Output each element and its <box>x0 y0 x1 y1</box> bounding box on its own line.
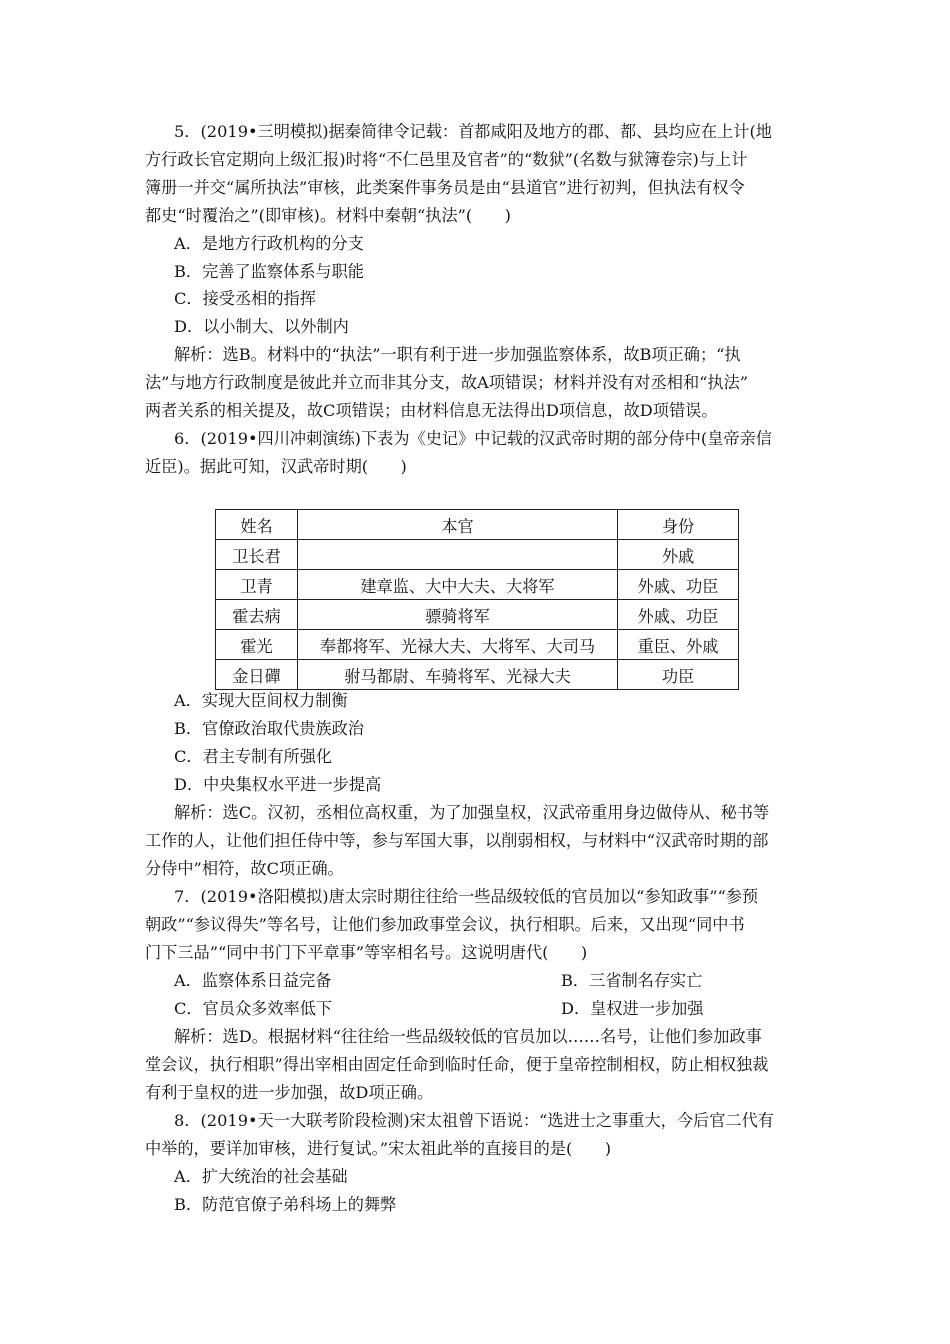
q5-analysis-line: 法”与地方行政制度是彼此并立而非其分支，故A项错误；材料并没有对丞相和“执法” <box>145 373 749 392</box>
q7-analysis-line: 解析：选D。根据材料“往往给一些品级较低的官员加以……名号，让他们参加政事 <box>174 1027 762 1046</box>
q5-option-b: B．完善了监察体系与职能 <box>174 262 364 281</box>
q5-stem-line: 方行政长官定期向上级汇报)时将“不仁邑里及官者”的“数狱”(名数与狱簿卷宗)与上计 <box>145 150 748 169</box>
q7-stem-line: 门下三品”“同中书门下平章事”等宰相名号。这说明唐代( ) <box>145 943 588 962</box>
table-cell: 建章监、大中大夫、大将军 <box>298 570 618 600</box>
table-cell: 霍光 <box>216 630 298 660</box>
q6-analysis-line: 解析：选C。汉初，丞相位高权重，为了加强皇权，汉武帝重用身边做侍从、秘书等 <box>174 803 770 822</box>
q8-option-a: A．扩大统治的社会基础 <box>174 1167 348 1186</box>
table-header-cell: 身份 <box>618 510 739 540</box>
table-cell: 卫长君 <box>216 540 298 570</box>
q5-option-a: A．是地方行政机构的分支 <box>174 234 364 253</box>
q7-analysis-line: 堂会议，执行相职”得出宰相由固定任命到临时任命，便于皇帝控制相权，防止相权独裁 <box>145 1055 769 1074</box>
table-cell: 霍去病 <box>216 600 298 630</box>
q7-option-d: D．皇权进一步加强 <box>561 999 704 1018</box>
q5-stem-line: 5．(2019•三明模拟)据秦简律令记载：首都咸阳及地方的郡、都、县均应在上计(地 <box>174 122 772 141</box>
table-cell: 重臣、外戚 <box>618 630 739 660</box>
table-cell: 外戚、功臣 <box>618 600 739 630</box>
q7-option-c: C．官员众多效率低下 <box>174 999 333 1018</box>
q6-analysis-line: 分侍中”相符，故C项正确。 <box>145 859 344 878</box>
table-row <box>216 660 739 690</box>
q7-analysis-line: 有利于皇权的进一步加强，故D项正确。 <box>145 1083 434 1102</box>
q5-option-d: D．以小制大、以外制内 <box>174 317 349 336</box>
q7-stem-line: 7．(2019•洛阳模拟)唐太宗时期往往给一些品级较低的官员加以“参知政事”“参预 <box>174 887 759 906</box>
q7-stem-line: 朝政”“参议得失”等名号，让他们参加政事堂会议，执行相职。后来，又出现“同中书 <box>145 915 745 934</box>
table-cell: 奉都将军、光禄大夫、大将军、大司马 <box>298 630 618 660</box>
q5-stem-line: 簿册一并交“属所执法”审核，此类案件事务员是由“县道官”进行初判，但执法有权令 <box>145 178 745 197</box>
q5-analysis-line: 两者关系的相关提及，故C项错误；由材料信息无法得出D项信息，故D项错误。 <box>145 401 718 420</box>
table-header-cell: 姓名 <box>216 510 298 540</box>
q7-option-a: A．监察体系日益完备 <box>174 971 332 990</box>
q6-stem-line: 6．(2019•四川冲刺演练)下表为《史记》中记载的汉武帝时期的部分侍中(皇帝亲信 <box>174 429 772 448</box>
table-header-row <box>216 510 739 540</box>
q8-stem-line: 中举的，要详加审核，进行复试。”宋太祖此举的直接目的是( ) <box>145 1139 612 1158</box>
q7-option-b: B．三省制名存实亡 <box>561 971 703 990</box>
table-header-cell: 本官 <box>298 510 618 540</box>
table-row <box>216 570 739 600</box>
table-cell <box>298 540 618 570</box>
table-cell: 金日磾 <box>216 660 298 690</box>
table-cell: 卫青 <box>216 570 298 600</box>
q5-option-c: C．接受丞相的指挥 <box>174 289 316 308</box>
table-cell: 骠骑将军 <box>298 600 618 630</box>
q6-option-b: B．官僚政治取代贵族政治 <box>174 719 364 738</box>
table-cell: 功臣 <box>618 660 739 690</box>
q5-analysis-line: 解析：选B。材料中的“执法”一职有利于进一步加强监察体系，故B项正确；“执 <box>174 345 741 364</box>
table-cell: 外戚 <box>618 540 739 570</box>
q8-option-b: B．防范官僚子弟科场上的舞弊 <box>174 1195 397 1214</box>
table-row <box>216 540 739 570</box>
table-cell: 驸马都尉、车骑将军、光禄大夫 <box>298 660 618 690</box>
q6-option-c: C．君主专制有所强化 <box>174 747 333 766</box>
q6-option-d: D．中央集权水平进一步提高 <box>174 775 382 794</box>
q8-stem-line: 8．(2019•天一大联考阶段检测)宋太祖曾下语说：“选进士之事重大，今后官二代有 <box>174 1111 774 1130</box>
q5-stem-line: 都史“时覆治之”(即审核)。材料中秦朝“执法”( ) <box>145 206 511 225</box>
table-row <box>216 600 739 630</box>
q6-option-a: A．实现大臣间权力制衡 <box>174 691 348 710</box>
q6-analysis-line: 工作的人，让他们担任侍中等，参与军国大事，以削弱相权，与材料中“汉武帝时期的部 <box>145 831 769 850</box>
q6-stem-line: 近臣)。据此可知，汉武帝时期( ) <box>145 457 407 476</box>
table-cell: 外戚、功臣 <box>618 570 739 600</box>
table-row <box>216 630 739 660</box>
officials-table <box>215 509 739 690</box>
